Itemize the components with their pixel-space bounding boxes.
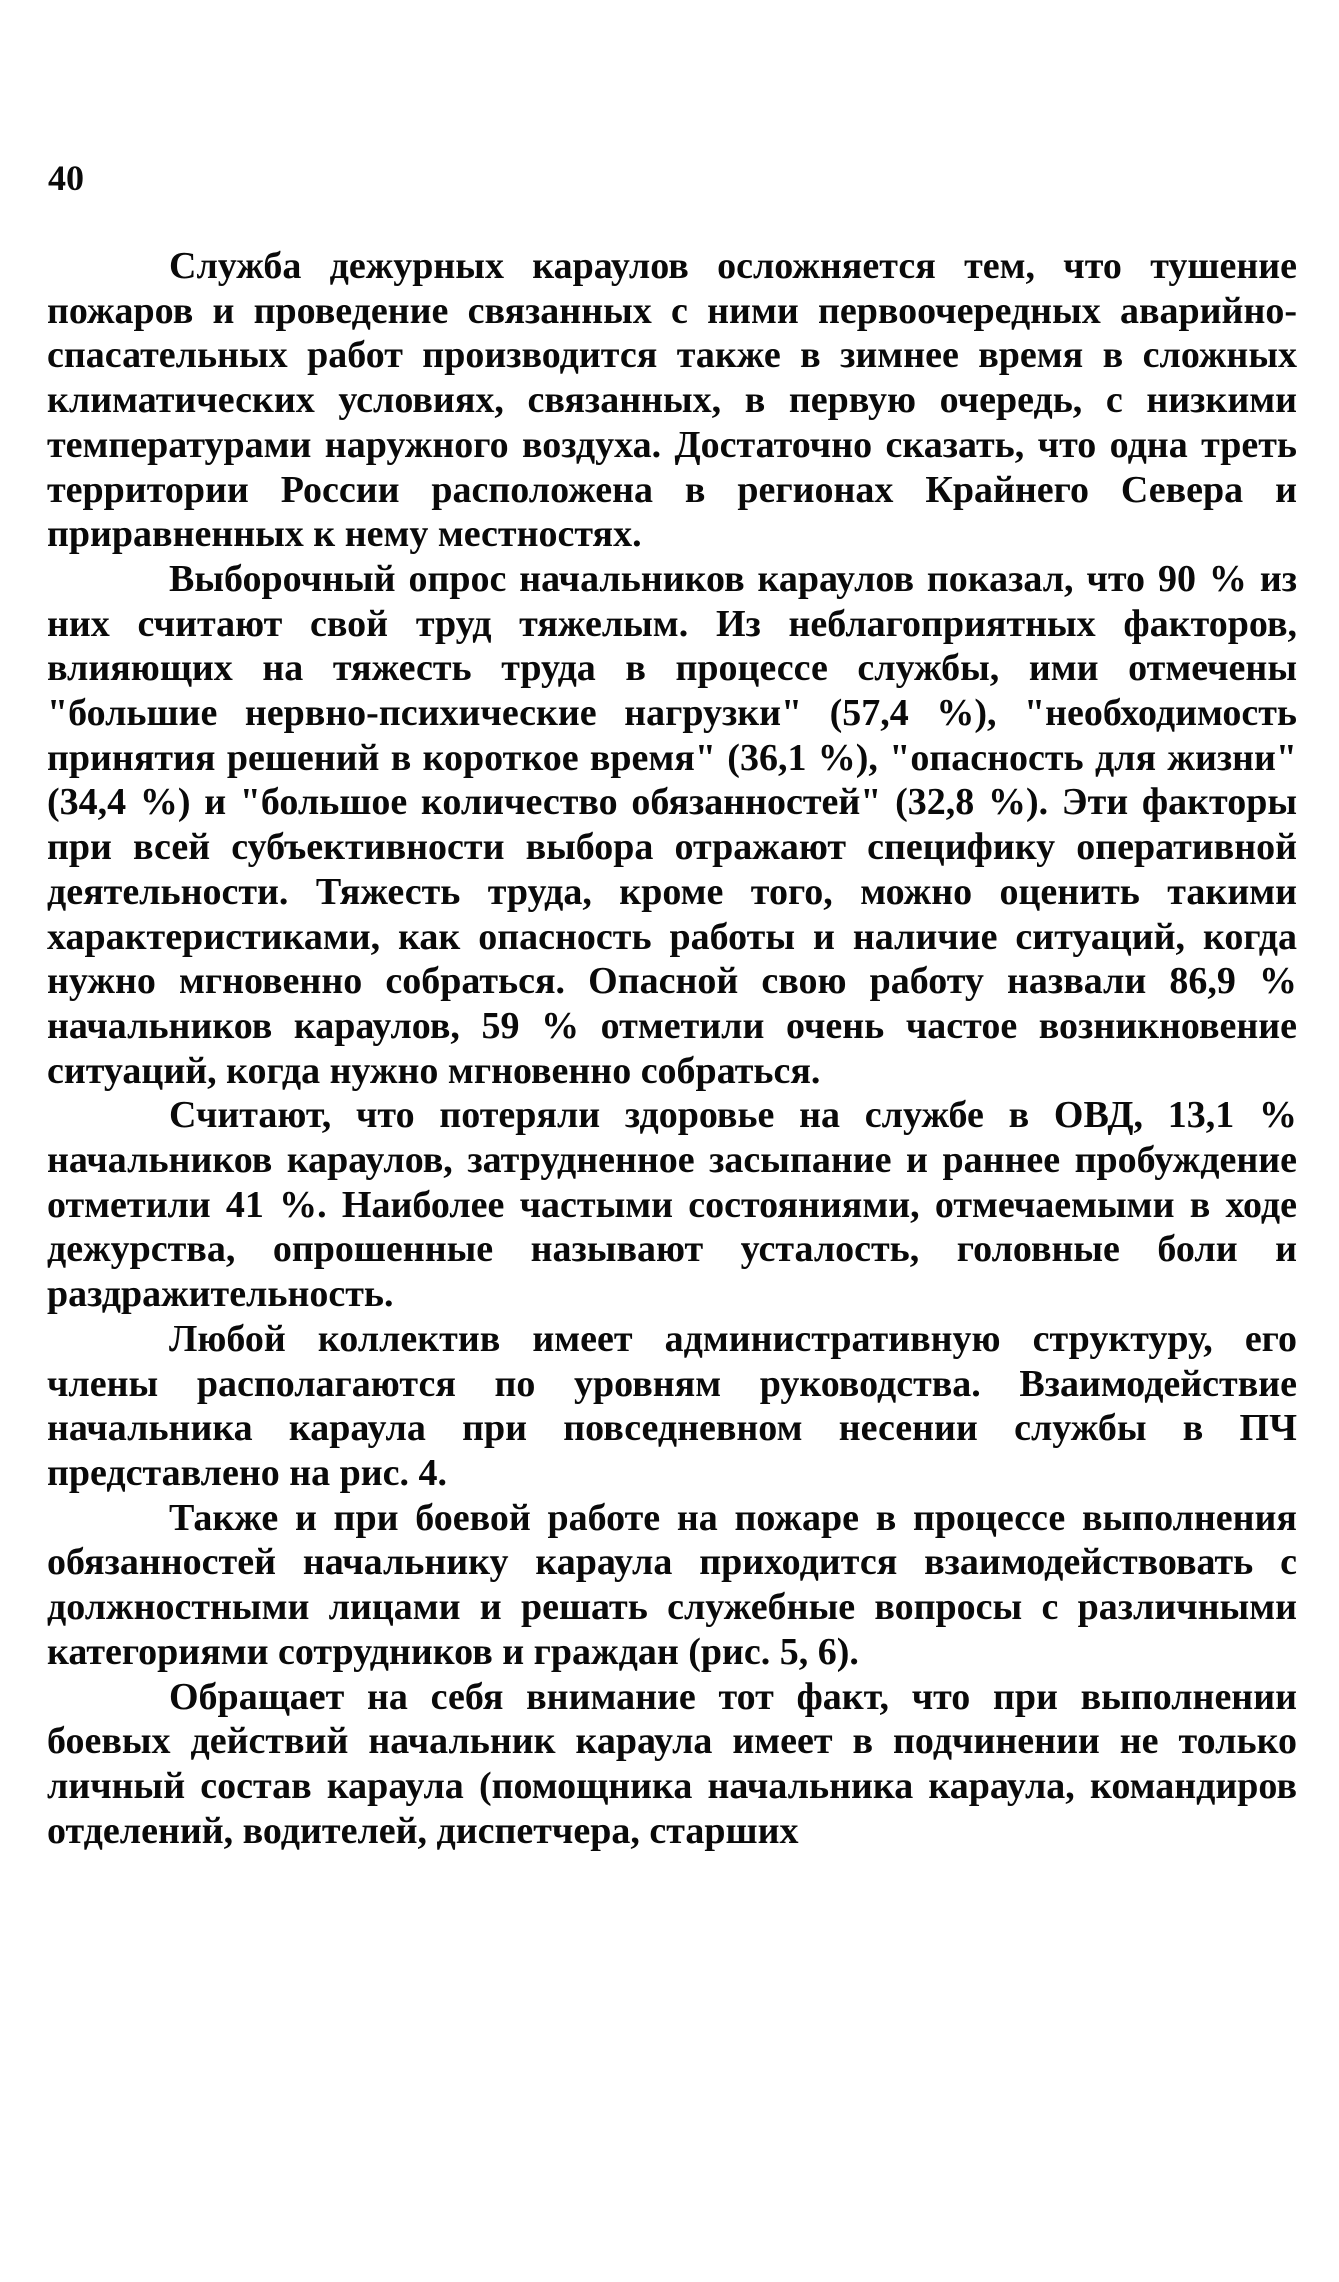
paragraph-6: Обращает на себя внимание тот факт, что при выполнении боевых действий начальник караула имеет в подчинении не только личный состав караула (помощника начальника караула, командиров отделений, водителей, диспетчера, старших [47,1675,1297,1852]
page-number: 40 [48,158,84,198]
paragraph-5: Также и при боевой работе на пожаре в процессе выполнения обязанностей начальнику караула приходится взаимодействовать с должностными лицами и решать служебные вопросы с различными категориями сотрудников и граждан (рис. 5, 6). [47,1496,1297,1673]
paragraph-4: Любой коллектив имеет административную структуру, его члены располагаются по уровням руководства. Взаимодействие начальника караула при повседневном несении службы в ПЧ представлено на рис. 4. [47,1317,1297,1494]
body-text [47,244,1297,1853]
paragraph-3: Считают, что потеряли здоровье на службе в ОВД, 13,1 % начальников караулов, затрудненное засыпание и раннее пробуждение отметили 41 %. Наиболее частыми состояниями, отмечаемыми в ходе дежурства, опрошенные называют усталость, головные боли и раздражительность. [47,1094,1297,1316]
paragraph-2: Выборочный опрос начальников караулов показал, что 90 % из них считают свой труд тяжелым. Из неблагоприятных факторов, влияющих на тяжесть труда в процессе службы, ими отмечены "большие нервно-психические нагрузки" (57,4 %), "необходимость принятия решений в короткое время" (36,1 %), "опасность для жизни" (34,4 %) и "большое количество обязанностей" (32,8 %). Эти факторы при всей субъективности выбора отражают специфику оперативной деятельности. Тяжесть труда, кроме того, можно оценить такими характеристиками, как опасность работы и наличие ситуаций, когда нужно мгновенно собраться. Опасной свою работу назвали 86,9 % начальников караулов, 59 % отметили очень частое возникновение ситуаций, когда нужно мгновенно собраться. [47,557,1297,1092]
paragraph-1: Служба дежурных караулов осложняется тем, что тушение пожаров и проведение связанных с ними первоочередных аварийно-спасательных работ производится также в зимнее время в сложных климатических условиях, связанных, в первую очередь, с низкими температурами наружного воздуха. Достаточно сказать, что одна треть территории России расположена в регионах Крайнего Севера и приравненных к нему местностях. [47,245,1297,556]
